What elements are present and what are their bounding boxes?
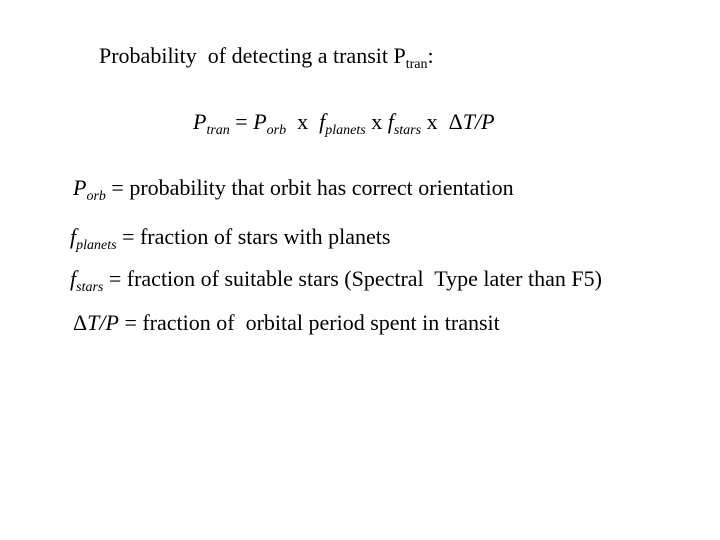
definition-porb-subscript: orb [86, 189, 106, 204]
definition-duty-cycle [73, 309, 500, 337]
formula-fplanets-subscript: planets [325, 123, 366, 138]
formula-times-3: x [421, 109, 449, 134]
title-colon: : [427, 43, 434, 68]
slide-title [99, 42, 434, 70]
transit-formula [193, 108, 495, 136]
formula-porb-subscript: orb [266, 123, 287, 138]
formula-fstars-symbol: f [387, 109, 394, 134]
definition-porb-symbol: P [73, 175, 87, 200]
definition-ratio-symbol: T/P [87, 310, 119, 335]
formula-times-2: x [365, 109, 388, 134]
definition-delta-symbol: Δ [73, 310, 88, 335]
formula-delta: Δ [448, 109, 463, 134]
definition-fplanets-subscript: planets [76, 238, 117, 253]
formula-fstars-subscript: stars [393, 123, 422, 138]
definition-fstars-symbol: f [70, 266, 77, 291]
formula-equals: = [229, 109, 254, 134]
definition-porb [73, 174, 514, 202]
formula-times-1: x [286, 109, 320, 134]
formula-fplanets-symbol: f [319, 109, 326, 134]
formula-lhs-symbol: P [193, 109, 207, 134]
title-subscript: tran [405, 57, 428, 72]
definition-fstars-text: = fraction of suitable stars (Spectral Type later than F5) [103, 266, 602, 291]
definition-fstars-subscript: stars [76, 280, 104, 295]
definition-fplanets-text: = fraction of stars with planets [116, 224, 391, 249]
formula-porb-symbol: P [253, 109, 267, 134]
formula-lhs-subscript: tran [206, 123, 230, 138]
formula-ratio: T/P [462, 109, 495, 134]
definition-duty-cycle-text: = fraction of orbital period spent in transit [118, 310, 500, 335]
definition-fplanets-symbol: f [70, 224, 77, 249]
definition-fstars [70, 265, 602, 293]
title-text: Probability of detecting a transit P [99, 43, 406, 68]
definition-porb-text: = probability that orbit has correct orientation [105, 175, 514, 200]
definition-fplanets [70, 223, 390, 251]
